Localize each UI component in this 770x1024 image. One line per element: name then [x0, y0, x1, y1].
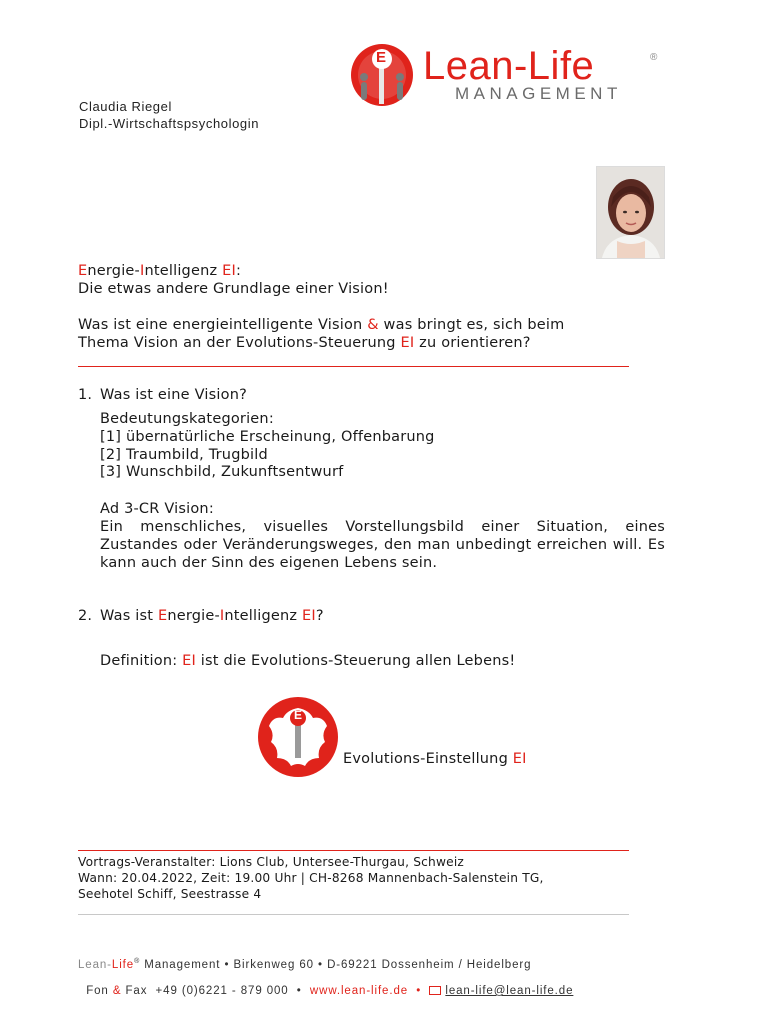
title-colon: : — [235, 263, 242, 279]
footer-contact — [78, 969, 573, 999]
author-portrait-icon — [597, 167, 664, 258]
author-portrait — [596, 166, 665, 259]
event-venue: Seehotel Schiff, Seestrasse 4 — [78, 887, 262, 901]
event-when: Wann: 20.04.2022, Zeit: 19.00 Uhr | CH-8268 Mannenbach-Salenstein TG, — [78, 871, 544, 885]
def-a: Definition: — [100, 653, 183, 669]
footer-separator: • — [408, 985, 430, 997]
caption-ei: EI — [512, 751, 527, 767]
s2-d: ? — [315, 608, 324, 624]
footer-website-link[interactable]: www.lean-life.de — [309, 985, 409, 997]
brand-sub: MANAGEMENT — [455, 84, 622, 103]
footer-email-link[interactable]: lean-life@lean-life.de — [445, 985, 574, 997]
ei-emblem — [257, 696, 339, 778]
question-2b: zu orientieren? — [414, 335, 531, 351]
category-item: [2] Traumbild, Trugbild — [100, 447, 268, 463]
event-organizer: Vortrags-Veranstalter: Lions Club, Untersee-Thurgau, Schweiz — [78, 855, 465, 869]
question-line-1 — [78, 316, 564, 334]
question-line-2 — [78, 334, 531, 352]
question-1a: Was ist eine energieintelligente Vision — [78, 317, 368, 333]
question-1b: was bringt es, sich beim — [378, 317, 565, 333]
title-divider — [78, 366, 629, 367]
footer-life: Life — [111, 958, 135, 971]
categories-label: Bedeutungskategorien: — [100, 411, 274, 427]
footer-fon: Fon — [86, 985, 113, 997]
ad-text: Ein menschliches, visuelles Vorstellungsbild einer Situation, eines Zustandes oder Veränderungsweges, den man unbedingt erreichen will. Es kann auch der Sinn des eigenen Lebens sein. — [100, 519, 665, 571]
category-item: [3] Wunschbild, Zukunftsentwurf — [100, 464, 344, 480]
section-2-number: 2. — [78, 608, 93, 624]
footer-rest: Management • Birkenweg 60 • D-69221 Dossenheim / Heidelberg — [140, 958, 532, 971]
footer-lean: Lean- — [78, 958, 112, 971]
definition — [100, 652, 515, 670]
title-line-1 — [78, 262, 241, 280]
def-ei: EI — [182, 653, 196, 669]
lean-life-logo — [345, 40, 665, 110]
footer-reg: ® — [134, 958, 141, 965]
def-b: ist die Evolutions-Steuerung allen Lebens! — [195, 653, 516, 669]
event-top-divider — [78, 850, 629, 851]
title-e: E — [78, 263, 88, 279]
title-i: I — [139, 263, 145, 279]
author-title: Dipl.-Wirtschaftspsychologin — [79, 116, 260, 131]
section-1-number: 1. — [78, 387, 93, 403]
caption-a: Evolutions-Einstellung — [343, 751, 513, 767]
footer-fax: Fax +49 (0)6221 - 879 000 • — [121, 985, 310, 997]
email-icon — [429, 986, 441, 995]
ad-label: Ad 3-CR Vision: — [100, 501, 214, 517]
footer-amp: & — [112, 985, 122, 997]
section-2-heading — [100, 607, 324, 625]
title-ei: EI — [222, 263, 236, 279]
title-nergie: nergie- — [87, 263, 140, 279]
s2-e: E — [157, 608, 168, 624]
s2-b: nergie- — [167, 608, 220, 624]
brand-main: Lean-Life — [423, 44, 595, 88]
s2-ei: EI — [302, 608, 316, 624]
question-ei: EI — [400, 335, 415, 351]
s2-i: I — [219, 608, 225, 624]
question-2a: Thema Vision an der Evolutions-Steuerung — [78, 335, 401, 351]
section-1-heading: Was ist eine Vision? — [100, 387, 247, 403]
question-amp: & — [367, 317, 379, 333]
emblem-caption — [343, 750, 527, 768]
event-bottom-divider — [78, 914, 629, 915]
emblem-letter: E — [294, 708, 303, 722]
title-ntelligenz: ntelligenz — [144, 263, 223, 279]
s2-c: ntelligenz — [224, 608, 303, 624]
brand-registered: ® — [650, 52, 658, 63]
logo-letter: E — [376, 49, 387, 66]
category-item: [1] übernatürliche Erscheinung, Offenbarung — [100, 429, 435, 445]
s2-a: Was ist — [100, 608, 158, 624]
title-line-2: Die etwas andere Grundlage einer Vision! — [78, 281, 389, 297]
brand-name — [423, 44, 594, 88]
author-name: Claudia Riegel — [79, 99, 172, 114]
